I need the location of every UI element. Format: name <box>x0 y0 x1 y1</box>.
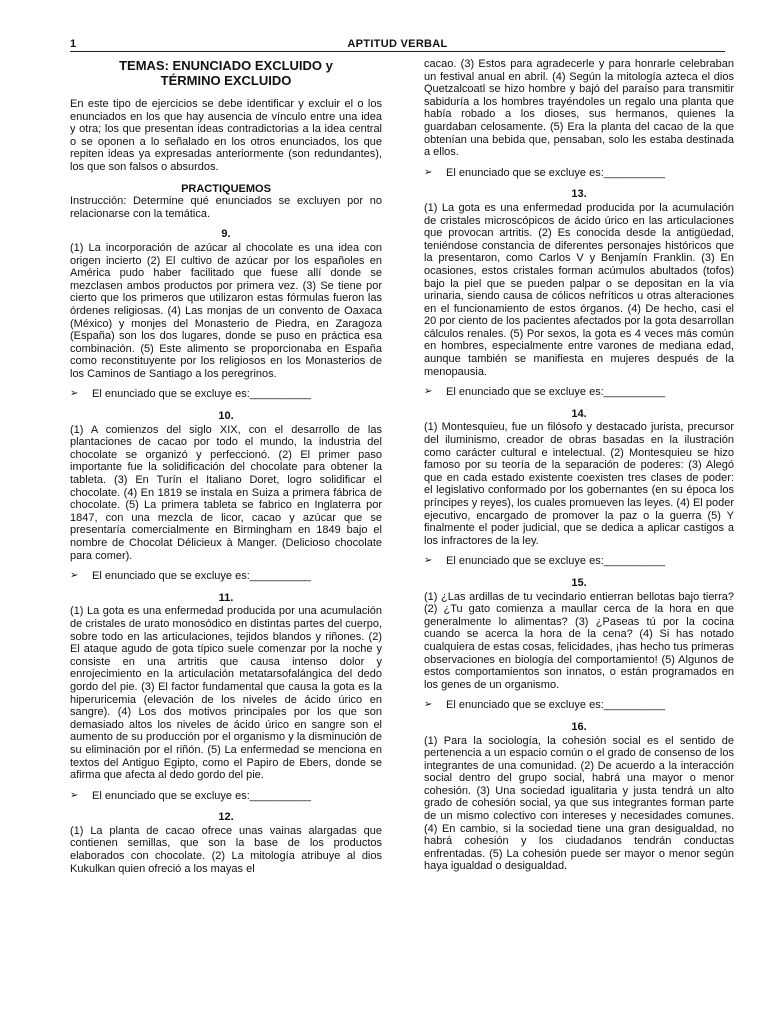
main-title-line1: TEMAS: ENUNCIADO EXCLUIDO y <box>119 58 333 73</box>
question-text-10: (1) A comienzos del siglo XIX, con el desarrollo de las plantaciones de cacao por todo el mundo, la industria del chocolate se organizó y perfeccionó. (2) El primer paso importante fue la solidificación del chocolate para obtener la tableta. (3) En Turín el Italiano Doret, logro solidificar el chocolate. (4) En 1819 se instala en Suiza a primera fábrica de chocolate. (5) La primera tableta se fabrico en Inglaterra por 1847, con una mezcla de licor, cacao y azúcar que se presentaría comercialmente en Birmingham en 1849 bajo el nombre de Chocolat Délicieux à Manger. (Delicioso chocolate para comer). <box>70 423 382 562</box>
arrow-icon: ➢ <box>424 699 433 711</box>
arrow-icon: ➢ <box>424 386 433 398</box>
question-text-15: (1) ¿Las ardillas de tu vecindario entierran bellotas bajo tierra? (2) ¿Tu gato comienza a maullar cerca de la hora en que generalmente lo alimentas? (3) ¿Paseas tú por la cocina cuando se acerca la hora de la cena? (4) Si has notado cualquiera de estas cosas, felicidades, ¡has hecho tus primeras observaciones en biología del comportamiento! (5) Algunos de estos comportamientos son innatos, o están programados en los genes de un organismo. <box>424 590 734 691</box>
question-number-13: 13. <box>571 188 587 201</box>
answer-label-13: El enunciado que se excluye es:__________ <box>446 386 665 399</box>
question-number-11: 11. <box>218 591 234 604</box>
answer-line-15 <box>424 699 734 712</box>
answer-line-14 <box>424 555 734 568</box>
question-text-11: (1) La gota es una enfermedad producida por una acumulación de cristales de urato monosódico en distintas partes del cuerpo, sobre todo en las articulaciones, tejidos blandos y riñones. (2) El ataque agudo de gota típico suele comenzar por la noche y consiste en una artritis que causa intenso dolor y enrojecimiento en la articulación metatarsofalángica del dedo gordo del pie. (3) El factor fundamental que causa la gota es la hiperuricemia (elevación de los niveles de ácido úrico en sangre). (4) Los dos motivos principales por los que son demasiado altos los niveles de ácido úrico en sangre son el aumento de su producción por el organismo y la disminución de su eliminación por el riñón. (5) La enfermedad se menciona en textos del Antiguo Egipto, como el Papiro de Ebers, donde se afirma que afecta al dedo gordo del pie. <box>70 605 382 782</box>
answer-line-12 <box>424 167 734 180</box>
answer-line-11 <box>70 790 382 803</box>
question-text-12: (1) La planta de cacao ofrece unas vainas alargadas que contienen semillas, que son la base de los productos elaborados con chocolate. (2) La mitología atribuye al dios Kukulkan quien ofreció a los mayas el <box>70 824 382 875</box>
practice-heading: PRACTIQUEMOS <box>181 182 271 195</box>
header-title: APTITUD VERBAL <box>347 38 448 50</box>
answer-label-15: El enunciado que se excluye es:__________ <box>446 699 665 712</box>
question-text-9: (1) La incorporación de azúcar al chocolate es una idea con origen incierto (2) El cultivo de azúcar por los españoles en América pudo haber facilitado que fuese allí donde se mezclasen ambos productos por primera vez. (3) Se tiene por cierto que los primeros que utilizaron estas fórmulas fueron las órdenes religiosas. (4) Las monjas de un convento de Oaxaca (México) y monjes del Monasterio de Piedra, en Zaragoza (España) son los dos lugares, donde se puso en práctica esa combinación. (5) Este alimento se proporcionaba en España como reconstituyente por los religiosos en los Monasterios de los Caminos de Santiago a los peregrinos. <box>70 241 382 380</box>
arrow-icon: ➢ <box>424 555 433 567</box>
header-rule <box>70 51 725 52</box>
answer-label-12: El enunciado que se excluye es:__________ <box>446 166 665 179</box>
question-text-12-continued: cacao. (3) Estos para agradecerle y para honrarle celebraban un festival anual en abril. (4) Según la mitología azteca el dios Quetzalcoatl se hizo hombre y bajó del paraíso para transmitir sabiduría a los hombres trayéndoles un regalo una planta que había robado a los dioses, sus hermanos, quienes la guardaban celosamente. (5) Era la planta del cacao de la que obtenían una bebida que, pensaban, solo les estaba destinada a ellos. <box>424 58 734 159</box>
intro-paragraph: En este tipo de ejercicios se debe identificar y excluir el o los enunciados en los que hay ausencia de vínculo entre una idea y otra; los que presentan ideas contradictorias a la idea central o se oponen a lo señalado en los otros enunciados, los que repiten ideas ya expresadas anteriormente (son redundantes), los que son falsos o absurdos. <box>70 98 382 173</box>
question-text-13: (1) La gota es una enfermedad producida por la acumulación de cristales microscópicos de ácido úrico en las articulaciones que provocan artritis. (2) Es conocida desde la antigüedad, teniéndose constancia de diferentes personajes históricos que la presentaron, como Carlos V y Benjamín Franklin. (3) En ocasiones, estos cristales forman acúmulos abultados (tofos) bajo la piel que se pueden palpar o se depositan en la vía urinaria, siendo causa de cólicos nefríticos u otras alteraciones en el funcionamiento de estos órganos. (4) De hecho, casi el 20 por ciento de los pacientes afectados por la gota desarrollan cálculos renales. (5) Por sexos, la gota es 4 veces más común en hombres, especialmente entre varones de mediana edad, aunque también se manifiesta en mujeres después de la menopausia. <box>424 201 734 378</box>
answer-label-10: El enunciado que se excluye es:__________ <box>92 570 311 583</box>
right-column <box>424 58 734 873</box>
page-number: 1 <box>70 38 77 50</box>
arrow-icon: ➢ <box>70 570 79 582</box>
question-number-16: 16. <box>571 720 587 733</box>
main-title-line2: TÉRMINO EXCLUIDO <box>160 73 292 88</box>
question-number-15: 15. <box>571 576 587 589</box>
answer-line-10 <box>70 570 382 583</box>
question-number-10: 10. <box>218 410 234 423</box>
arrow-icon: ➢ <box>70 388 79 400</box>
page-header <box>70 38 725 52</box>
question-text-14: (1) Montesquieu, fue un filósofo y destacado jurista, precursor del iluminismo, creador de obras basadas en la ilustración como carácter cultural e intelectual. (2) Montesquieu se hizo famoso por su teoría de la separación de poderes: (3) Alegó que en cada estado existente coexisten tres clases de poder: el legislativo conformado por los gobernantes (en su época los príncipes y reyes), los cuales promueven las leyes. (4) El poder ejecutivo, encargado de promover la paz o la guerra (5) Y finalmente el poder judicial, que se dedica a aplicar castigos a los infractores de la ley. <box>424 421 734 547</box>
arrow-icon: ➢ <box>424 166 433 178</box>
answer-label-11: El enunciado que se excluye es:__________ <box>92 789 311 802</box>
instruction-text: Instrucción: Determine qué enunciados se excluyen por no relacionarse con la temática. <box>70 195 382 220</box>
main-title <box>70 58 382 88</box>
question-number-9: 9. <box>221 228 231 241</box>
question-text-16: (1) Para la sociología, la cohesión social es el sentido de pertenencia a un espacio común o el grado de consenso de los integrantes de una comunidad. (2) De acuerdo a la interacción social dentro del grupo social, habrá una mayor o menor cohesión. (3) Una sociedad igualitaria y justa tendrá un alto grado de cohesión social, ya que sus integrantes forman parte de un mismo colectivo con intereses y necesidades comunes. (4) En cambio, si la sociedad tiene una gran desigualdad, no habrá cohesión y los ciudadanos tendrán conductas enfrentadas. (5) La cohesión puede ser mayor o menor según haya igualdad o desigualdad. <box>424 734 734 873</box>
answer-label-9: El enunciado que se excluye es:__________ <box>92 388 311 401</box>
answer-label-14: El enunciado que se excluye es:__________ <box>446 555 665 568</box>
left-column <box>70 58 382 875</box>
arrow-icon: ➢ <box>70 789 79 801</box>
question-number-14: 14. <box>571 407 587 420</box>
answer-line-9 <box>70 388 382 401</box>
answer-line-13 <box>424 386 734 399</box>
question-number-12: 12. <box>218 811 234 824</box>
